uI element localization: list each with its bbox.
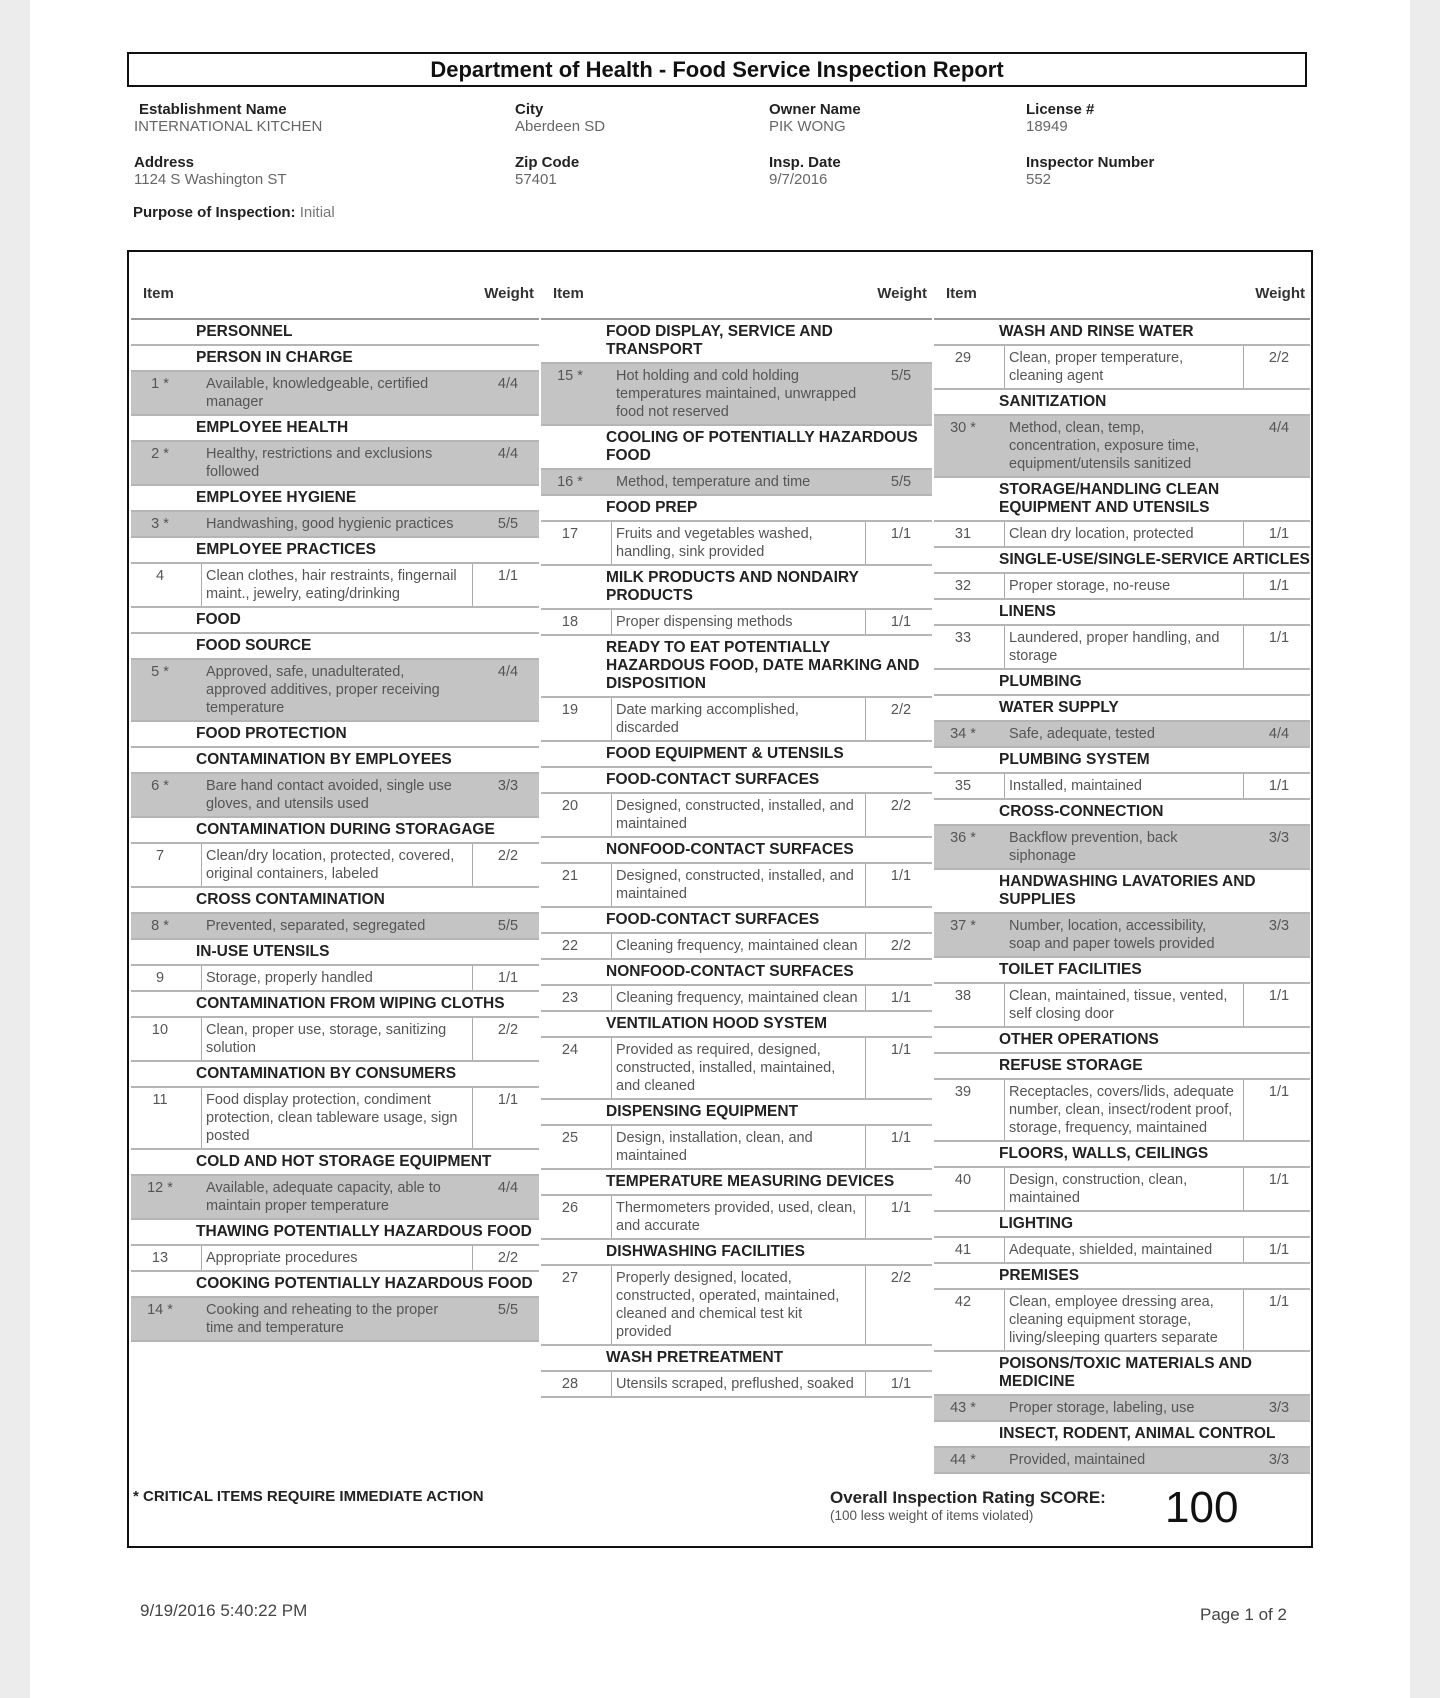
item-weight: 3/3 bbox=[497, 778, 519, 794]
item-description: Designed, constructed, installed, and maintained bbox=[611, 864, 866, 906]
item-number: 40 bbox=[954, 1172, 972, 1188]
item-weight: 2/2 bbox=[890, 938, 912, 954]
item-number: 23 bbox=[561, 990, 579, 1006]
item-description: Clean, proper temperature, cleaning agent bbox=[1004, 346, 1244, 388]
section-heading: WASH AND RINSE WATER bbox=[934, 320, 1310, 346]
item-weight: 4/4 bbox=[497, 664, 519, 680]
item-weight: 5/5 bbox=[497, 918, 519, 934]
address-value: 1124 S Washington ST bbox=[134, 171, 287, 188]
item-weight: 2/2 bbox=[1268, 350, 1290, 366]
item-weight: 2/2 bbox=[497, 1022, 519, 1038]
section-heading: FLOORS, WALLS, CEILINGS bbox=[934, 1142, 1310, 1168]
print-timestamp: 9/19/2016 5:40:22 PM bbox=[140, 1601, 308, 1620]
item-header: Item bbox=[553, 285, 584, 302]
item-description: Clean, proper use, storage, sanitizing solution bbox=[201, 1018, 473, 1060]
item-row bbox=[131, 1246, 539, 1272]
item-row bbox=[131, 1088, 539, 1150]
item-row bbox=[541, 698, 932, 742]
section-heading: MILK PRODUCTS AND NONDAIRY PRODUCTS bbox=[541, 566, 932, 610]
section-heading: CROSS-CONNECTION bbox=[934, 800, 1310, 826]
item-number: 43 * bbox=[950, 1400, 976, 1416]
item-description: Properly designed, located, constructed, operated, maintained, cleaned and chemical test kit provided bbox=[611, 1266, 866, 1344]
item-weight: 4/4 bbox=[1268, 420, 1290, 436]
item-number: 29 bbox=[954, 350, 972, 366]
critical-item-row bbox=[131, 442, 539, 486]
weight-header: Weight bbox=[484, 285, 534, 302]
item-description: Clean/dry location, protected, covered, original containers, labeled bbox=[201, 844, 473, 886]
item-description: Approved, safe, unadulterated, approved additives, proper receiving temperature bbox=[201, 660, 473, 720]
insp-date-field bbox=[769, 154, 841, 188]
section-heading: FOOD-CONTACT SURFACES bbox=[541, 908, 932, 934]
critical-item-row bbox=[131, 774, 539, 818]
section-heading: HANDWASHING LAVATORIES AND SUPPLIES bbox=[934, 870, 1310, 914]
section-heading: PREMISES bbox=[934, 1264, 1310, 1290]
item-header: Item bbox=[143, 285, 174, 302]
section-heading: COLD AND HOT STORAGE EQUIPMENT bbox=[131, 1150, 539, 1176]
section-heading: SANITIZATION bbox=[934, 390, 1310, 416]
item-description: Thermometers provided, used, clean, and accurate bbox=[611, 1196, 866, 1238]
item-row bbox=[541, 794, 932, 838]
item-row bbox=[541, 864, 932, 908]
item-description: Healthy, restrictions and exclusions followed bbox=[201, 442, 473, 484]
item-weight: 1/1 bbox=[1268, 778, 1290, 794]
section-heading: EMPLOYEE PRACTICES bbox=[131, 538, 539, 564]
item-weight: 3/3 bbox=[1268, 918, 1290, 934]
item-weight: 1/1 bbox=[890, 1376, 912, 1392]
item-description: Utensils scraped, preflushed, soaked bbox=[611, 1372, 866, 1396]
section-heading: SINGLE-USE/SINGLE-SERVICE ARTICLES bbox=[934, 548, 1310, 574]
item-description: Date marking accomplished, discarded bbox=[611, 698, 866, 740]
score-value: 100 bbox=[1165, 1483, 1239, 1532]
item-row bbox=[541, 1196, 932, 1240]
column-header bbox=[131, 280, 539, 320]
city-value: Aberdeen SD bbox=[515, 118, 606, 135]
section-heading: FOOD DISPLAY, SERVICE AND TRANSPORT bbox=[541, 320, 932, 364]
item-weight: 2/2 bbox=[890, 702, 912, 718]
item-row bbox=[131, 844, 539, 888]
section-heading: WASH PRETREATMENT bbox=[541, 1346, 932, 1372]
critical-item-row bbox=[934, 722, 1310, 748]
item-number: 5 * bbox=[151, 664, 169, 680]
item-number: 16 * bbox=[557, 474, 583, 490]
item-row bbox=[934, 774, 1310, 800]
items-column-2 bbox=[541, 280, 932, 1398]
section-heading: FOOD SOURCE bbox=[131, 634, 539, 660]
item-weight: 4/4 bbox=[497, 376, 519, 392]
item-row bbox=[934, 626, 1310, 670]
critical-item-row bbox=[131, 914, 539, 940]
insp-date-label: Insp. Date bbox=[769, 154, 841, 171]
address-field bbox=[134, 154, 287, 188]
item-description: Appropriate procedures bbox=[201, 1246, 473, 1270]
item-weight: 4/4 bbox=[1268, 726, 1290, 742]
column-header bbox=[934, 280, 1310, 320]
item-weight: 5/5 bbox=[890, 474, 912, 490]
section-heading: PLUMBING bbox=[934, 670, 1310, 696]
item-number: 4 bbox=[155, 568, 165, 584]
item-description: Prevented, separated, segregated bbox=[201, 914, 473, 938]
section-heading: THAWING POTENTIALLY HAZARDOUS FOOD bbox=[131, 1220, 539, 1246]
item-row bbox=[541, 1038, 932, 1100]
item-number: 7 bbox=[155, 848, 165, 864]
item-weight: 1/1 bbox=[1268, 1084, 1290, 1100]
zip-label: Zip Code bbox=[515, 154, 580, 171]
item-description: Laundered, proper handling, and storage bbox=[1004, 626, 1244, 668]
section-heading: DISHWASHING FACILITIES bbox=[541, 1240, 932, 1266]
critical-item-row bbox=[934, 1448, 1310, 1474]
item-weight: 1/1 bbox=[497, 970, 519, 986]
inspector-label: Inspector Number bbox=[1026, 154, 1155, 171]
purpose-value: Initial bbox=[299, 204, 335, 221]
purpose-label: Purpose of Inspection: bbox=[133, 204, 296, 221]
item-row bbox=[541, 986, 932, 1012]
section-heading: READY TO EAT POTENTIALLY HAZARDOUS FOOD, DATE MARKING AND DISPOSITION bbox=[541, 636, 932, 698]
item-weight: 1/1 bbox=[497, 1092, 519, 1108]
section-heading: LINENS bbox=[934, 600, 1310, 626]
critical-item-row bbox=[934, 1396, 1310, 1422]
item-row bbox=[131, 564, 539, 608]
section-heading: CONTAMINATION DURING STORAGAGE bbox=[131, 818, 539, 844]
item-number: 31 bbox=[954, 526, 972, 542]
item-number: 2 * bbox=[151, 446, 169, 462]
purpose-of-inspection bbox=[133, 204, 335, 221]
item-number: 18 bbox=[561, 614, 579, 630]
item-description: Receptacles, covers/lids, adequate number, clean, insect/rodent proof, storage, frequency, maintained bbox=[1004, 1080, 1244, 1140]
section-heading: DISPENSING EQUIPMENT bbox=[541, 1100, 932, 1126]
item-number: 12 * bbox=[147, 1180, 173, 1196]
item-number: 19 bbox=[561, 702, 579, 718]
critical-item-row bbox=[934, 914, 1310, 958]
item-weight: 3/3 bbox=[1268, 830, 1290, 846]
section-heading: REFUSE STORAGE bbox=[934, 1054, 1310, 1080]
item-description: Hot holding and cold holding temperatures maintained, unwrapped food not reserved bbox=[611, 364, 866, 424]
item-weight: 1/1 bbox=[890, 526, 912, 542]
item-weight: 1/1 bbox=[1268, 526, 1290, 542]
weight-header: Weight bbox=[877, 285, 927, 302]
weight-header: Weight bbox=[1255, 285, 1305, 302]
item-row bbox=[541, 610, 932, 636]
license-field bbox=[1026, 101, 1094, 135]
section-heading: PERSON IN CHARGE bbox=[131, 346, 539, 372]
item-weight: 1/1 bbox=[890, 614, 912, 630]
item-number: 36 * bbox=[950, 830, 976, 846]
section-heading: COOLING OF POTENTIALLY HAZARDOUS FOOD bbox=[541, 426, 932, 470]
item-number: 6 * bbox=[151, 778, 169, 794]
critical-item-row bbox=[131, 372, 539, 416]
item-description: Available, knowledgeable, certified manager bbox=[201, 372, 473, 414]
establishment-label: Establishment Name bbox=[139, 101, 287, 118]
item-row bbox=[541, 1372, 932, 1398]
item-number: 15 * bbox=[557, 368, 583, 384]
item-weight: 1/1 bbox=[1268, 988, 1290, 1004]
item-number: 8 * bbox=[151, 918, 169, 934]
item-description: Handwashing, good hygienic practices bbox=[201, 512, 473, 536]
item-description: Available, adequate capacity, able to maintain proper temperature bbox=[201, 1176, 473, 1218]
section-heading: CROSS CONTAMINATION bbox=[131, 888, 539, 914]
item-number: 39 bbox=[954, 1084, 972, 1100]
item-weight: 1/1 bbox=[890, 1130, 912, 1146]
item-row bbox=[541, 934, 932, 960]
section-heading: TOILET FACILITIES bbox=[934, 958, 1310, 984]
item-row bbox=[934, 984, 1310, 1028]
item-description: Fruits and vegetables washed, handling, sink provided bbox=[611, 522, 866, 564]
item-number: 32 bbox=[954, 578, 972, 594]
item-row bbox=[131, 1018, 539, 1062]
item-row bbox=[934, 1168, 1310, 1212]
section-heading: CONTAMINATION BY EMPLOYEES bbox=[131, 748, 539, 774]
item-weight: 2/2 bbox=[890, 1270, 912, 1286]
item-row bbox=[541, 1126, 932, 1170]
section-heading: FOOD-CONTACT SURFACES bbox=[541, 768, 932, 794]
section-heading: VENTILATION HOOD SYSTEM bbox=[541, 1012, 932, 1038]
item-weight: 1/1 bbox=[890, 1042, 912, 1058]
item-description: Number, location, accessibility, soap and paper towels provided bbox=[1004, 914, 1244, 956]
item-description: Safe, adequate, tested bbox=[1004, 722, 1244, 746]
item-weight: 5/5 bbox=[497, 1302, 519, 1318]
item-description: Method, clean, temp, concentration, exposure time, equipment/utensils sanitized bbox=[1004, 416, 1244, 476]
critical-item-row bbox=[934, 826, 1310, 870]
item-weight: 3/3 bbox=[1268, 1452, 1290, 1468]
item-header: Item bbox=[946, 285, 977, 302]
item-number: 25 bbox=[561, 1130, 579, 1146]
section-heading: FOOD PROTECTION bbox=[131, 722, 539, 748]
item-description: Provided, maintained bbox=[1004, 1448, 1244, 1472]
critical-item-row bbox=[934, 416, 1310, 478]
item-number: 35 bbox=[954, 778, 972, 794]
critical-item-row bbox=[131, 660, 539, 722]
item-weight: 2/2 bbox=[497, 1250, 519, 1266]
section-heading: INSECT, RODENT, ANIMAL CONTROL bbox=[934, 1422, 1310, 1448]
item-description: Clean, employee dressing area, cleaning equipment storage, living/sleeping quarters separate bbox=[1004, 1290, 1244, 1350]
item-number: 13 bbox=[151, 1250, 169, 1266]
item-number: 14 * bbox=[147, 1302, 173, 1318]
item-weight: 5/5 bbox=[497, 516, 519, 532]
item-description: Clean dry location, protected bbox=[1004, 522, 1244, 546]
section-heading: FOOD PREP bbox=[541, 496, 932, 522]
item-row bbox=[541, 522, 932, 566]
section-heading: NONFOOD-CONTACT SURFACES bbox=[541, 960, 932, 986]
item-number: 30 * bbox=[950, 420, 976, 436]
critical-item-row bbox=[131, 1298, 539, 1342]
section-heading: EMPLOYEE HEALTH bbox=[131, 416, 539, 442]
item-description: Proper dispensing methods bbox=[611, 610, 866, 634]
item-number: 1 * bbox=[151, 376, 169, 392]
item-row bbox=[934, 1238, 1310, 1264]
item-weight: 2/2 bbox=[497, 848, 519, 864]
item-weight: 1/1 bbox=[1268, 1242, 1290, 1258]
item-number: 34 * bbox=[950, 726, 976, 742]
score-sublabel: (100 less weight of items violated) bbox=[830, 1508, 1034, 1523]
item-number: 22 bbox=[561, 938, 579, 954]
item-number: 28 bbox=[561, 1376, 579, 1392]
zip-field bbox=[515, 154, 579, 188]
section-heading: FOOD bbox=[131, 608, 539, 634]
section-heading: FOOD EQUIPMENT & UTENSILS bbox=[541, 742, 932, 768]
item-number: 44 * bbox=[950, 1452, 976, 1468]
section-heading: OTHER OPERATIONS bbox=[934, 1028, 1310, 1054]
critical-item-row bbox=[131, 1176, 539, 1220]
report-title: Department of Health - Food Service Inspection Report bbox=[127, 52, 1307, 87]
item-description: Design, installation, clean, and maintained bbox=[611, 1126, 866, 1168]
item-number: 26 bbox=[561, 1200, 579, 1216]
section-heading: COOKING POTENTIALLY HAZARDOUS FOOD bbox=[131, 1272, 539, 1298]
item-row bbox=[934, 1290, 1310, 1352]
item-description: Clean clothes, hair restraints, fingernail maint., jewelry, eating/drinking bbox=[201, 564, 473, 606]
score-label: Overall Inspection Rating SCORE: bbox=[830, 1488, 1106, 1507]
item-description: Backflow prevention, back siphonage bbox=[1004, 826, 1244, 868]
address-label: Address bbox=[134, 154, 195, 171]
item-number: 3 * bbox=[151, 516, 169, 532]
item-row bbox=[541, 1266, 932, 1346]
item-weight: 1/1 bbox=[890, 868, 912, 884]
item-description: Installed, maintained bbox=[1004, 774, 1244, 798]
page-number: Page 1 of 2 bbox=[1200, 1605, 1287, 1624]
section-heading: PERSONNEL bbox=[131, 320, 539, 346]
item-number: 33 bbox=[954, 630, 972, 646]
column-header bbox=[541, 280, 932, 320]
item-number: 24 bbox=[561, 1042, 579, 1058]
item-description: Clean, maintained, tissue, vented, self closing door bbox=[1004, 984, 1244, 1026]
item-row bbox=[934, 346, 1310, 390]
owner-value: PIK WONG bbox=[769, 118, 846, 135]
item-description: Designed, constructed, installed, and maintained bbox=[611, 794, 866, 836]
items-column-1 bbox=[131, 280, 539, 1342]
item-description: Proper storage, labeling, use bbox=[1004, 1396, 1244, 1420]
section-heading: PLUMBING SYSTEM bbox=[934, 748, 1310, 774]
insp-date-value: 9/7/2016 bbox=[769, 171, 828, 188]
item-number: 21 bbox=[561, 868, 579, 884]
item-number: 38 bbox=[954, 988, 972, 1004]
city-field bbox=[515, 101, 605, 135]
item-weight: 4/4 bbox=[497, 446, 519, 462]
item-number: 9 bbox=[155, 970, 165, 986]
item-description: Adequate, shielded, maintained bbox=[1004, 1238, 1244, 1262]
item-weight: 1/1 bbox=[1268, 1172, 1290, 1188]
section-heading: LIGHTING bbox=[934, 1212, 1310, 1238]
item-number: 42 bbox=[954, 1294, 972, 1310]
section-heading: EMPLOYEE HYGIENE bbox=[131, 486, 539, 512]
item-number: 10 bbox=[151, 1022, 169, 1038]
item-description: Cleaning frequency, maintained clean bbox=[611, 986, 866, 1010]
item-weight: 1/1 bbox=[1268, 630, 1290, 646]
inspector-value: 552 bbox=[1026, 171, 1052, 188]
section-heading: CONTAMINATION BY CONSUMERS bbox=[131, 1062, 539, 1088]
critical-items-note: * CRITICAL ITEMS REQUIRE IMMEDIATE ACTION bbox=[133, 1488, 484, 1505]
establishment-field bbox=[134, 101, 323, 135]
section-heading: TEMPERATURE MEASURING DEVICES bbox=[541, 1170, 932, 1196]
item-description: Method, temperature and time bbox=[611, 470, 866, 494]
item-weight: 1/1 bbox=[890, 1200, 912, 1216]
section-heading: NONFOOD-CONTACT SURFACES bbox=[541, 838, 932, 864]
critical-item-row bbox=[541, 470, 932, 496]
item-description: Cleaning frequency, maintained clean bbox=[611, 934, 866, 958]
item-number: 17 bbox=[561, 526, 579, 542]
item-weight: 3/3 bbox=[1268, 1400, 1290, 1416]
item-weight: 1/1 bbox=[890, 990, 912, 1006]
item-description: Provided as required, designed, constructed, installed, maintained, and cleaned bbox=[611, 1038, 866, 1098]
item-description: Proper storage, no-reuse bbox=[1004, 574, 1244, 598]
item-weight: 5/5 bbox=[890, 368, 912, 384]
license-label: License # bbox=[1026, 101, 1095, 118]
item-row bbox=[934, 574, 1310, 600]
item-weight: 4/4 bbox=[497, 1180, 519, 1196]
item-row bbox=[934, 1080, 1310, 1142]
owner-field bbox=[769, 101, 861, 135]
zip-value: 57401 bbox=[515, 171, 557, 188]
item-number: 41 bbox=[954, 1242, 972, 1258]
items-column-3 bbox=[934, 280, 1310, 1474]
item-number: 27 bbox=[561, 1270, 579, 1286]
item-row bbox=[934, 522, 1310, 548]
item-weight: 2/2 bbox=[890, 798, 912, 814]
section-heading: IN-USE UTENSILS bbox=[131, 940, 539, 966]
item-description: Cooking and reheating to the proper time and temperature bbox=[201, 1298, 473, 1340]
item-number: 20 bbox=[561, 798, 579, 814]
establishment-value: INTERNATIONAL KITCHEN bbox=[134, 118, 323, 135]
section-heading: STORAGE/HANDLING CLEAN EQUIPMENT AND UTENSILS bbox=[934, 478, 1310, 522]
critical-item-row bbox=[131, 512, 539, 538]
item-number: 37 * bbox=[950, 918, 976, 934]
inspector-field bbox=[1026, 154, 1154, 188]
section-heading: WATER SUPPLY bbox=[934, 696, 1310, 722]
item-description: Design, construction, clean, maintained bbox=[1004, 1168, 1244, 1210]
item-weight: 1/1 bbox=[1268, 578, 1290, 594]
owner-label: Owner Name bbox=[769, 101, 861, 118]
item-description: Food display protection, condiment protection, clean tableware usage, sign posted bbox=[201, 1088, 473, 1148]
city-label: City bbox=[515, 101, 544, 118]
item-description: Bare hand contact avoided, single use gloves, and utensils used bbox=[201, 774, 473, 816]
critical-item-row bbox=[541, 364, 932, 426]
item-description: Storage, properly handled bbox=[201, 966, 473, 990]
item-weight: 1/1 bbox=[1268, 1294, 1290, 1310]
report-page bbox=[30, 0, 1410, 1698]
section-heading: CONTAMINATION FROM WIPING CLOTHS bbox=[131, 992, 539, 1018]
item-weight: 1/1 bbox=[497, 568, 519, 584]
license-value: 18949 bbox=[1026, 118, 1068, 135]
item-number: 11 bbox=[152, 1092, 168, 1108]
section-heading: POISONS/TOXIC MATERIALS AND MEDICINE bbox=[934, 1352, 1310, 1396]
item-row bbox=[131, 966, 539, 992]
